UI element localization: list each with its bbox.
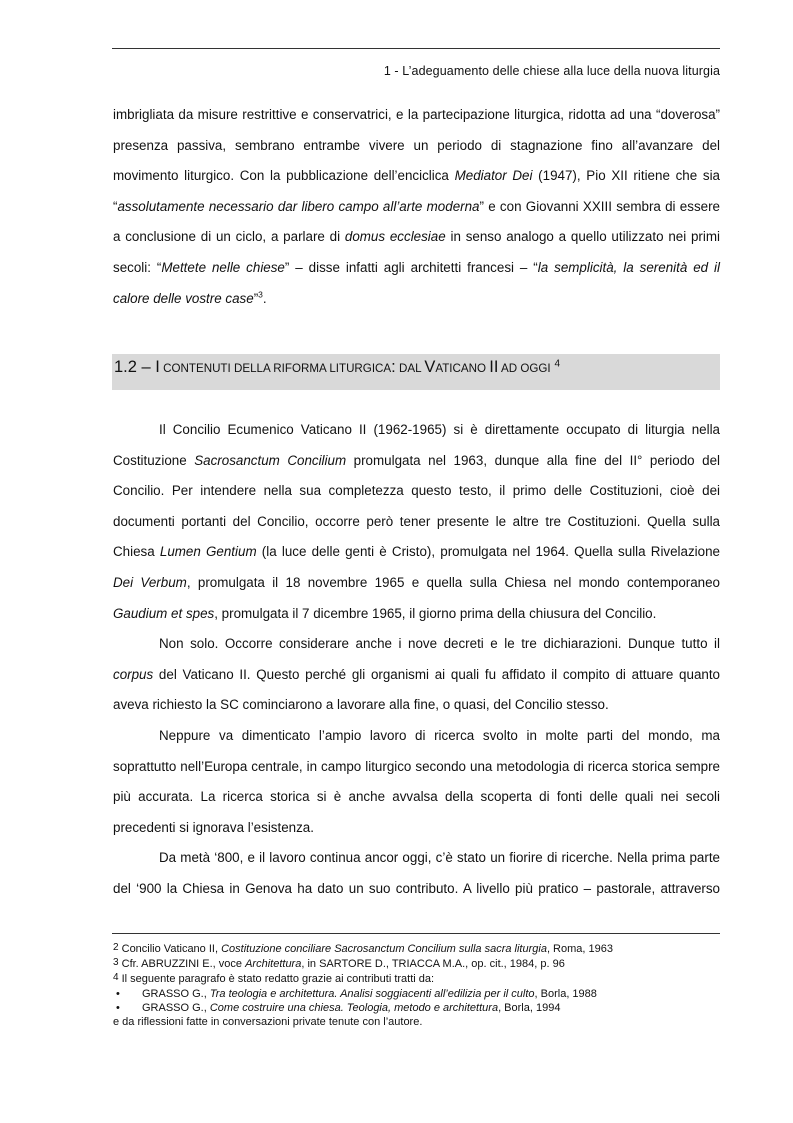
footnote-4-tail: e da riflessioni fatte in conversazioni private tenute con l’autore. [113,1016,423,1029]
bullet-icon: • [116,987,120,1000]
footnote-ref-3[interactable]: 3 [258,289,263,300]
footnotes [113,941,720,1029]
footnote-ref-4[interactable]: 4 [554,358,561,370]
paragraph-non-solo: Non solo. Occorre considerare anche i nove decreti e le tre dichiarazioni. Dunque tutto il corpus del Vaticano II. Questo perché gli organismi ai quali fu affidato il compito di attuare quanto aveva richiesto la SC cominciarono a lavorare alla fine, o quasi, del Concilio stesso. [113,636,720,713]
footnote-4: 4 Il seguente paragrafo è stato redatto grazie ai contributi tratti da: [113,972,435,986]
paragraph-ricerca: Neppure va dimenticato l’ampio lavoro di ricerca svolto in molte parti del mondo, ma soprattutto nell’Europa centrale, in campo liturgico secondo una metodologia di ricerca storica sempre più accurata. La ricerca storica si è anche avvalsa della scoperta di fonti delle quali nei secoli precedenti si ignorava l’esistenza. [113,727,720,835]
section-title: 1.2 – I CONTENUTI DELLA RIFORMA LITURGICA: DAL VATICANO II AD OGGI $^4$ [114,358,561,376]
footnote-4-bullet-1: • GRASSO G., Tra teologia e architettura. Analisi soggiacenti all’edilizia per il culto, Borla, 1988 [113,987,720,1001]
footnote-3: 3 Cfr. ABRUZZINI E., voce Architettura, in SARTORE D., TRIACCA M.A., op. cit., 1984, p. 96 [113,957,565,971]
header-rule [112,48,720,49]
bullet-icon: • [116,1001,120,1014]
footnote-rule [112,933,720,934]
running-header: 1 - L’adeguamento delle chiese alla luce della nuova liturgia [383,64,720,78]
main-body [113,415,720,905]
footnote-2: 2 Concilio Vaticano II, Costituzione conciliare Sacrosanctum Concilium sulla sacra liturgia, Roma, 1963 [113,942,613,955]
intro-paragraph [113,100,720,314]
paragraph-genova: Da metà ‘800, e il lavoro continua ancor oggi, c’è stato un fiorire di ricerche. Nella prima parte del ‘900 la Chiesa in Genova ha dato un suo contributo. A livello più pratico – pastorale, attraverso [113,850,720,896]
footnote-4-bullet-2: • GRASSO G., Come costruire una chiesa. Teologia, metodo e architettura, Borla, 1994 [113,1001,720,1015]
intro-text: imbrigliata da misure restrittive e conservatrici, e la partecipazione liturgica, ridotta ad una “doverosa” presenza passiva, sembrano entrambe vivere un periodo di stagnazione fino all’avanzare del movimento liturgico. Con la pubblicazione dell’enciclica Mediator Dei (1947), Pio XII ritiene che sia “assolutamente necessario dar libero campo all’arte moderna” e con Giovanni XXIII sembra di essere a conclusione di un ciclo, a parlare di domus ecclesiae in senso analogo a quello utilizzato nei primi secoli: “Mettete nelle chiese” – disse infatti agli architetti francesi – “la semplicità, la serenità ed il calore delle vostre case”$^3$. [113,107,721,306]
paragraph-concilio: Il Concilio Ecumenico Vaticano II (1962-1965) si è direttamente occupato di liturgia nella Costituzione Sacrosanctum Concilium promulgata nel 1963, dunque alla fine del II° periodo del Concilio. Per intendere nella sua completezza questo testo, il primo delle Costituzioni, cioè dei documenti portanti del Concilio, occorre però tener presente le altre tre Costituzioni. Quella sulla Chiesa Lumen Gentium (la luce delle genti è Cristo), promulgata nel 1964. Quella sulla Rivelazione Dei Verbum, promulgata il 18 novembre 1965 e quella sulla Chiesa nel mondo contemporaneo Gaudium et spes, promulgata il 7 dicembre 1965, il giorno prima della chiusura del Concilio. [113,422,721,621]
section-heading-bar [112,354,720,390]
